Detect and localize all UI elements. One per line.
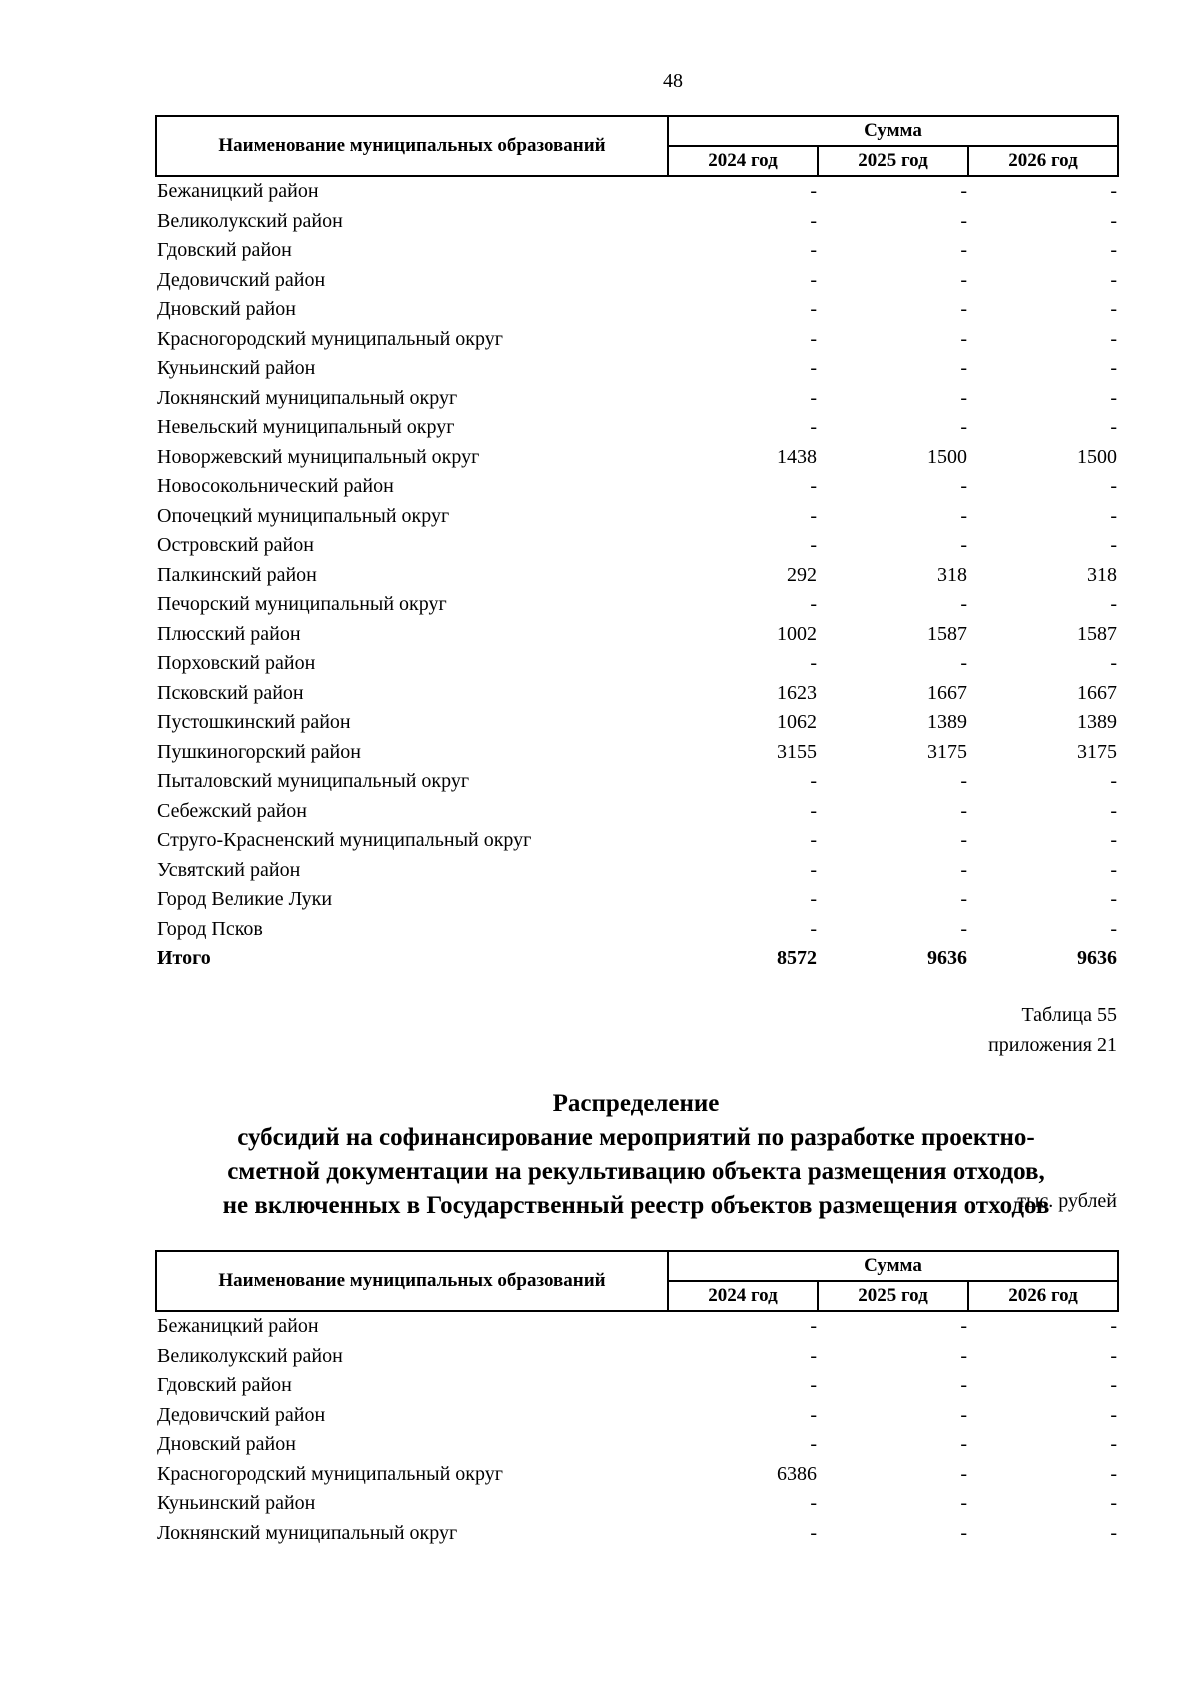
- municipality-name: Новосокольнический район: [157, 475, 394, 497]
- value-2024: 292: [787, 563, 817, 586]
- table-row: [155, 679, 1117, 709]
- municipality-name: Струго-Красненский муниципальный округ: [157, 829, 532, 851]
- value-2024: -: [810, 357, 817, 379]
- municipality-name: Усвятский район: [157, 858, 301, 881]
- value-2025: 3175: [927, 740, 967, 763]
- table-2-header: [155, 1250, 1119, 1312]
- column-header-2026: 2026 год: [968, 146, 1118, 176]
- value-2024: 1062: [777, 711, 817, 733]
- table-row: [155, 1342, 1117, 1372]
- value-2024: 6386: [777, 1462, 817, 1485]
- table-row: [155, 384, 1117, 414]
- value-2026: -: [1110, 1433, 1117, 1455]
- municipality-name: Бежаницкий район: [157, 180, 319, 202]
- value-2024: 1438: [777, 445, 817, 468]
- value-2025: -: [960, 1521, 967, 1544]
- municipality-name: Палкинский район: [157, 563, 317, 586]
- table-row: [155, 561, 1117, 591]
- table-2: [155, 1250, 1117, 1548]
- table-row: [155, 620, 1117, 650]
- value-2026: -: [1110, 593, 1117, 615]
- value-2026: -: [1110, 209, 1117, 232]
- column-header-sum: Сумма: [668, 1251, 1118, 1281]
- municipality-name: Островский район: [157, 534, 314, 556]
- value-2026: -: [1110, 1492, 1117, 1514]
- table-row: [155, 826, 1117, 856]
- municipality-name: Опочецкий муниципальный округ: [157, 504, 450, 527]
- value-2025: -: [960, 475, 967, 497]
- value-2025: -: [960, 416, 967, 438]
- column-header-2025: 2025 год: [818, 146, 968, 176]
- value-2025: 1667: [927, 681, 967, 704]
- value-2025: -: [960, 327, 967, 350]
- municipality-name: Дновский район: [157, 298, 296, 320]
- table-row: [155, 738, 1117, 768]
- column-header-2024: 2024 год: [668, 1281, 818, 1311]
- value-2026: -: [1110, 534, 1117, 556]
- total-row: [155, 944, 1117, 974]
- table-row: [155, 885, 1117, 915]
- value-2024: -: [810, 327, 817, 350]
- value-2026: 1667: [1077, 681, 1117, 704]
- municipality-name: Гдовский район: [157, 239, 292, 261]
- municipality-name: Печорский муниципальный округ: [157, 593, 447, 615]
- value-2024: -: [810, 386, 817, 409]
- municipality-name: Красногородский муниципальный округ: [157, 1462, 503, 1485]
- value-2025: -: [960, 917, 967, 940]
- value-2025: 1500: [927, 445, 967, 468]
- value-2026: 1587: [1077, 622, 1117, 645]
- value-2026: 3175: [1077, 740, 1117, 763]
- municipality-name: Красногородский муниципальный округ: [157, 327, 503, 350]
- table-row: [155, 207, 1117, 237]
- municipality-name: Гдовский район: [157, 1374, 292, 1396]
- value-2026: 318: [1087, 563, 1117, 586]
- table-row: [155, 1519, 1117, 1549]
- value-2024: 3155: [777, 740, 817, 763]
- value-2025: -: [960, 888, 967, 910]
- table-row: [155, 502, 1117, 532]
- value-2026: -: [1110, 888, 1117, 910]
- value-2026: -: [1110, 475, 1117, 497]
- value-2024: -: [810, 888, 817, 910]
- value-2024: -: [810, 1521, 817, 1544]
- table-1: [155, 115, 1117, 974]
- value-2026: -: [1110, 858, 1117, 881]
- municipality-name: Новоржевский муниципальный округ: [157, 445, 480, 468]
- value-2026: -: [1110, 180, 1117, 202]
- value-2024: -: [810, 475, 817, 497]
- table-row: [155, 236, 1117, 266]
- value-2026: -: [1110, 239, 1117, 261]
- value-2024: -: [810, 829, 817, 851]
- value-2026: -: [1110, 799, 1117, 822]
- municipality-name: Город Псков: [157, 917, 263, 940]
- municipality-name: Итого: [157, 947, 211, 969]
- value-2024: -: [810, 1492, 817, 1514]
- table-2-rows: [155, 1312, 1117, 1548]
- value-2026: -: [1110, 327, 1117, 350]
- value-2024: -: [810, 1344, 817, 1367]
- table-row: [155, 354, 1117, 384]
- value-2025: -: [960, 357, 967, 379]
- value-2025: -: [960, 1433, 967, 1455]
- value-2025: -: [960, 268, 967, 291]
- municipality-name: Куньинский район: [157, 1492, 316, 1514]
- table-row: [155, 708, 1117, 738]
- value-2024: -: [810, 1374, 817, 1396]
- table-row: [155, 915, 1117, 945]
- value-2024: -: [810, 268, 817, 291]
- title-line-4: не включенных в Государственный реестр объектов размещения отходов: [222, 1192, 1050, 1219]
- municipality-name: Дедовичский район: [157, 268, 326, 291]
- table-row: [155, 472, 1117, 502]
- value-2025: 1389: [927, 711, 967, 733]
- table-row: [155, 295, 1117, 325]
- title-line-3: сметной документации на рекультивацию объекта размещения отходов,: [227, 1158, 1045, 1185]
- table-row: [155, 797, 1117, 827]
- municipality-name: Великолукский район: [157, 209, 343, 232]
- caption-appendix: приложения 21: [988, 1034, 1117, 1056]
- value-2026: -: [1110, 1315, 1117, 1337]
- value-2024: -: [810, 239, 817, 261]
- value-2025: -: [960, 386, 967, 409]
- value-2024: -: [810, 799, 817, 822]
- column-header-2025: 2025 год: [818, 1281, 968, 1311]
- value-2025: -: [960, 1315, 967, 1337]
- value-2026: -: [1110, 298, 1117, 320]
- table-row: [155, 443, 1117, 473]
- value-2026: 1500: [1077, 445, 1117, 468]
- table-row: [155, 177, 1117, 207]
- value-2026: -: [1110, 504, 1117, 527]
- value-2025: 9636: [927, 947, 967, 969]
- table-row: [155, 266, 1117, 296]
- value-2025: -: [960, 858, 967, 881]
- table-1-rows: [155, 177, 1117, 974]
- value-2025: -: [960, 652, 967, 674]
- table-row: [155, 590, 1117, 620]
- column-header-name: Наименование муниципальных образований: [156, 116, 668, 176]
- unit-label: тыс. рублей: [1017, 1190, 1117, 1212]
- value-2024: 1623: [777, 681, 817, 704]
- column-header-2024: 2024 год: [668, 146, 818, 176]
- value-2024: -: [810, 416, 817, 438]
- value-2025: 1587: [927, 622, 967, 645]
- value-2025: -: [960, 1462, 967, 1485]
- value-2025: -: [960, 1344, 967, 1367]
- caption-table-number: Таблица 55: [1021, 1004, 1117, 1026]
- title-line-2: субсидий на софинансирование мероприятий по разработке проектно-: [237, 1124, 1035, 1151]
- municipality-name: Плюсский район: [157, 622, 301, 645]
- table-row: [155, 1312, 1117, 1342]
- value-2026: -: [1110, 416, 1117, 438]
- value-2025: -: [960, 799, 967, 822]
- value-2024: -: [810, 180, 817, 202]
- value-2024: 8572: [777, 947, 817, 969]
- value-2024: -: [810, 298, 817, 320]
- column-header-2026: 2026 год: [968, 1281, 1118, 1311]
- value-2025: -: [960, 534, 967, 556]
- table-row: [155, 1460, 1117, 1490]
- value-2024: -: [810, 593, 817, 615]
- value-2024: -: [810, 1433, 817, 1455]
- value-2024: -: [810, 534, 817, 556]
- municipality-name: Невельский муниципальный округ: [157, 416, 455, 438]
- table-row: [155, 856, 1117, 886]
- value-2026: -: [1110, 1374, 1117, 1396]
- table-row: [155, 325, 1117, 355]
- value-2026: 9636: [1077, 947, 1117, 969]
- value-2025: -: [960, 180, 967, 202]
- municipality-name: Локнянский муниципальный округ: [157, 386, 458, 409]
- municipality-name: Дновский район: [157, 1433, 296, 1455]
- municipality-name: Пустошкинский район: [157, 711, 351, 733]
- table-row: [155, 1401, 1117, 1431]
- value-2026: -: [1110, 1521, 1117, 1544]
- municipality-name: Локнянский муниципальный округ: [157, 1521, 458, 1544]
- value-2025: -: [960, 770, 967, 792]
- value-2026: -: [1110, 1462, 1117, 1485]
- value-2025: -: [960, 593, 967, 615]
- table-1-header: [155, 115, 1119, 177]
- municipality-name: Куньинский район: [157, 357, 316, 379]
- table-row: [155, 1430, 1117, 1460]
- value-2025: -: [960, 1403, 967, 1426]
- municipality-name: Город Великие Луки: [157, 888, 333, 910]
- table-row: [155, 413, 1117, 443]
- value-2024: -: [810, 652, 817, 674]
- municipality-name: Великолукский район: [157, 1344, 343, 1367]
- value-2026: 1389: [1077, 711, 1117, 733]
- value-2025: -: [960, 1492, 967, 1514]
- table-caption: [988, 1000, 1117, 1060]
- municipality-name: Пыталовский муниципальный округ: [157, 770, 470, 792]
- table-row: [155, 1371, 1117, 1401]
- title-line-1: Распределение: [552, 1090, 720, 1117]
- value-2024: 1002: [777, 622, 817, 645]
- municipality-name: Дедовичский район: [157, 1403, 326, 1426]
- municipality-name: Порховский район: [157, 652, 316, 674]
- table-row: [155, 531, 1117, 561]
- table-row: [155, 767, 1117, 797]
- municipality-name: Пушкиногорский район: [157, 740, 361, 763]
- value-2024: -: [810, 1403, 817, 1426]
- value-2026: -: [1110, 652, 1117, 674]
- value-2026: -: [1110, 268, 1117, 291]
- value-2026: -: [1110, 357, 1117, 379]
- table-row: [155, 649, 1117, 679]
- value-2025: -: [960, 298, 967, 320]
- municipality-name: Себежский район: [157, 799, 307, 822]
- value-2024: -: [810, 1315, 817, 1337]
- value-2026: -: [1110, 829, 1117, 851]
- value-2025: -: [960, 829, 967, 851]
- value-2024: -: [810, 917, 817, 940]
- value-2026: -: [1110, 770, 1117, 792]
- value-2026: -: [1110, 386, 1117, 409]
- document-title: [155, 1087, 1117, 1223]
- value-2025: 318: [937, 563, 967, 586]
- value-2026: -: [1110, 1403, 1117, 1426]
- column-header-name: Наименование муниципальных образований: [156, 1251, 668, 1311]
- value-2024: -: [810, 209, 817, 232]
- value-2025: -: [960, 504, 967, 527]
- value-2024: -: [810, 770, 817, 792]
- page-number: 48: [663, 70, 683, 92]
- municipality-name: Бежаницкий район: [157, 1315, 319, 1337]
- value-2025: -: [960, 239, 967, 261]
- table-row: [155, 1489, 1117, 1519]
- value-2025: -: [960, 1374, 967, 1396]
- value-2024: -: [810, 858, 817, 881]
- value-2026: -: [1110, 1344, 1117, 1367]
- value-2026: -: [1110, 917, 1117, 940]
- value-2024: -: [810, 504, 817, 527]
- column-header-sum: Сумма: [668, 116, 1118, 146]
- value-2025: -: [960, 209, 967, 232]
- municipality-name: Псковский район: [157, 681, 304, 704]
